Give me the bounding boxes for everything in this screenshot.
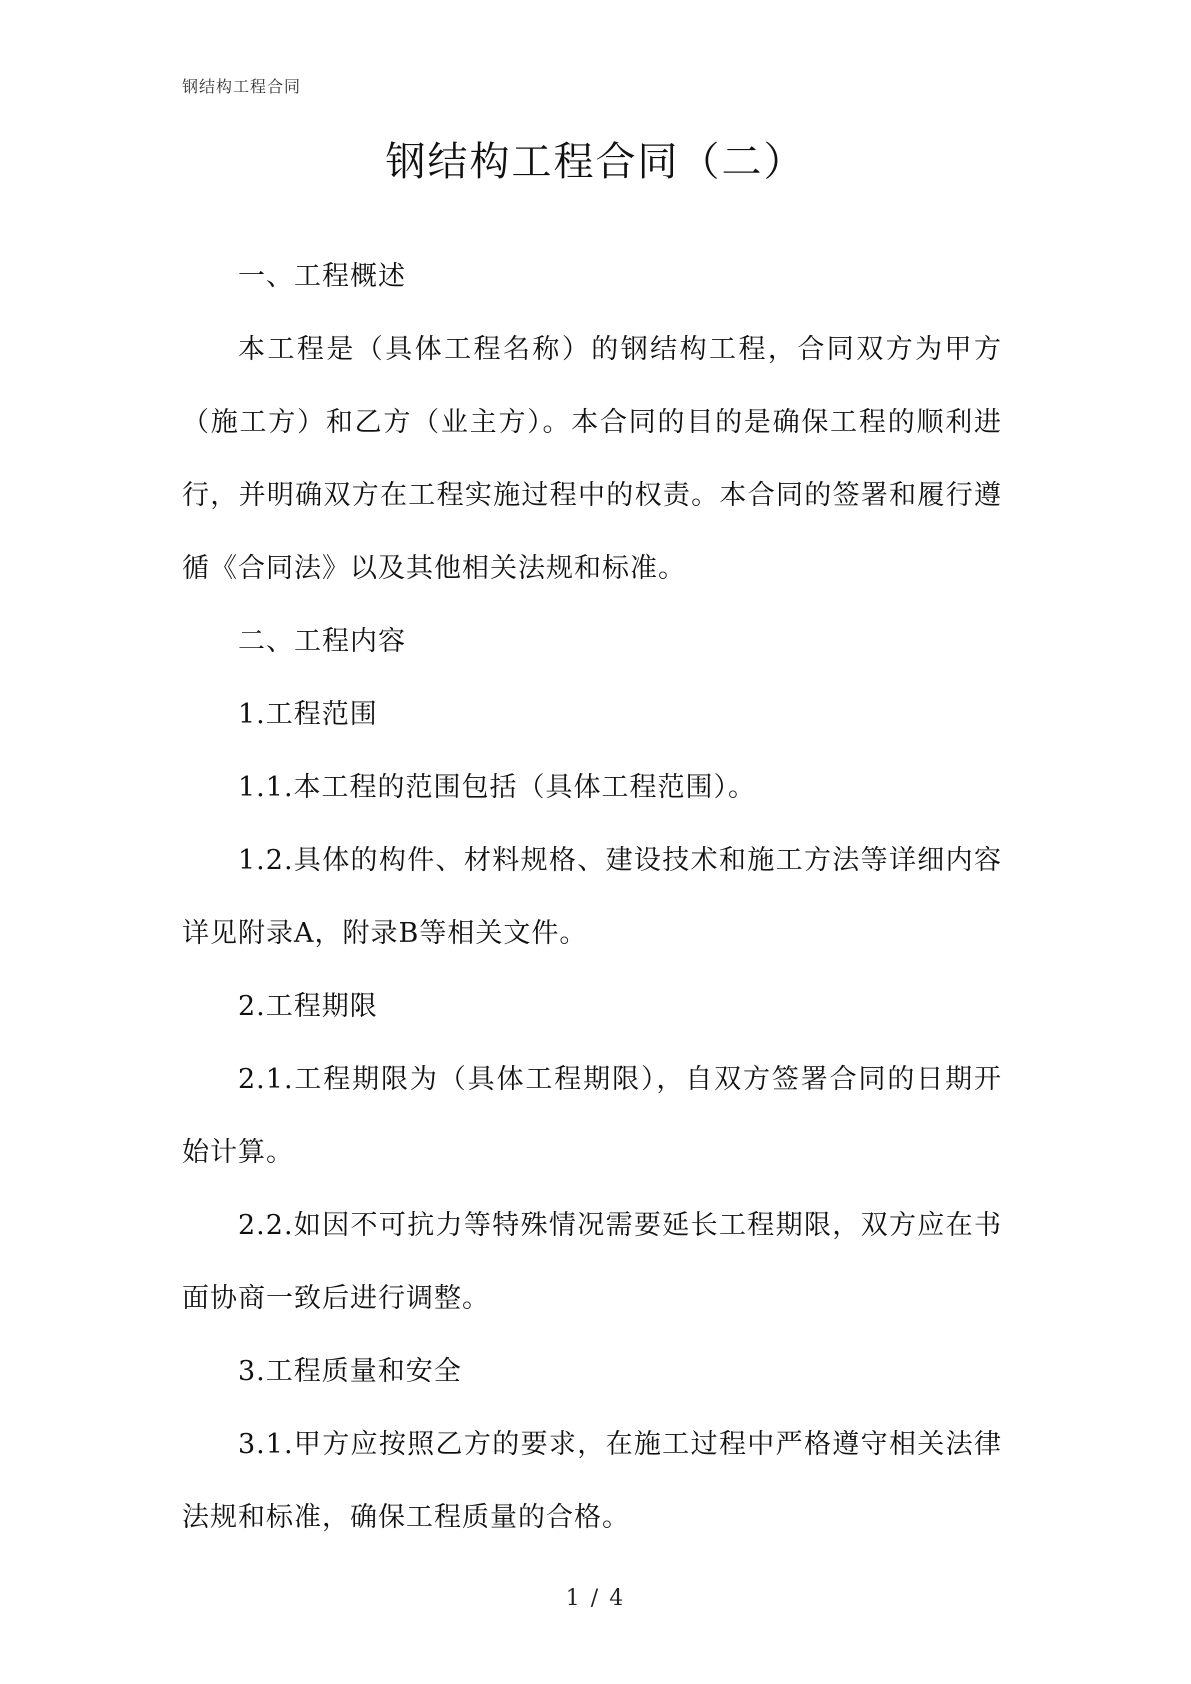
document-title: 钢结构工程合同（二）: [385, 139, 806, 185]
clause-paragraph: 2.1.工程期限为（具体工程期限），自双方签署合同的日期开始计算。: [182, 1064, 1002, 1168]
running-header: 钢结构工程合同: [182, 77, 302, 96]
clause-paragraph: 1.2.具体的构件、材料规格、建设技术和施工方法等详细内容详见附录A，附录B等相关文件。: [182, 845, 1002, 949]
clause-paragraph: 1.1.本工程的范围包括（具体工程范围）。: [238, 772, 757, 803]
clause-paragraph: 3.1.甲方应按照乙方的要求，在施工过程中严格遵守相关法律法规和标准，确保工程质量的合格。: [182, 1429, 1002, 1533]
subsection-heading: 1.工程范围: [238, 699, 378, 730]
page-number: 1 / 4: [565, 1586, 626, 1611]
clause-paragraph: 2.2.如因不可抗力等特殊情况需要延长工程期限，双方应在书面协商一致后进行调整。: [182, 1210, 1002, 1314]
subsection-heading: 2.工程期限: [238, 991, 378, 1022]
subsection-heading: 3.工程质量和安全: [238, 1356, 462, 1387]
section-heading: 二、工程内容: [238, 626, 406, 657]
body-paragraph: 本工程是（具体工程名称）的钢结构工程，合同双方为甲方（施工方）和乙方（业主方）。本合同的目的是确保工程的顺利进行，并明确双方在工程实施过程中的权责。本合同的签署和履行遵循《合同法》以及其他相关法规和标准。: [182, 334, 1002, 584]
section-heading: 一、工程概述: [238, 261, 406, 292]
document-body: [182, 240, 1002, 1554]
